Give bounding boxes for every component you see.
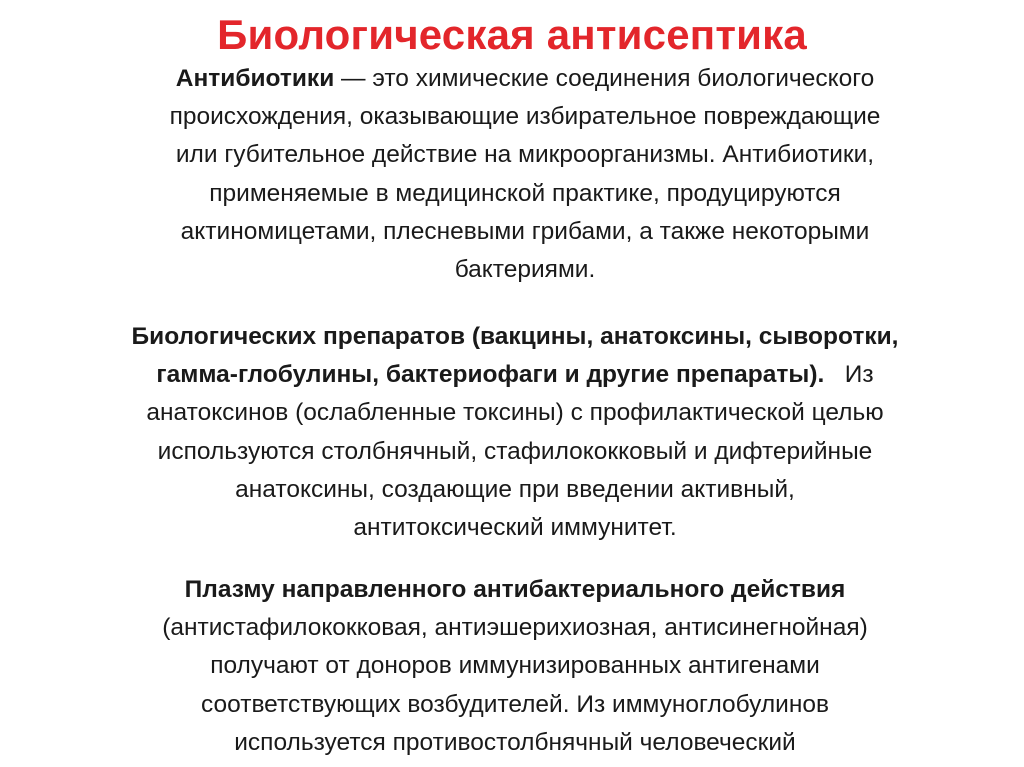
line-text: анатоксинов (ослабленные токсины) с профилактической целью xyxy=(146,399,884,427)
text-line xyxy=(20,686,1010,724)
text-line xyxy=(20,394,1010,432)
bold-term: гамма-глобулины, бактериофаги и другие препараты). xyxy=(156,361,825,389)
line-text: актиномицетами, плесневыми грибами, а также некоторыми xyxy=(180,217,870,245)
bold-term: Антибиотики xyxy=(175,65,335,92)
line-text: получают от доноров иммунизированных антигенами xyxy=(210,652,820,680)
text-line xyxy=(20,471,1010,509)
text-line xyxy=(20,356,1010,394)
line-text: антитоксический иммунитет. xyxy=(353,514,677,542)
text-line xyxy=(20,509,1010,547)
bold-term: Плазму направленного антибактериального действия xyxy=(184,576,846,603)
text-line xyxy=(40,60,1010,98)
text-line xyxy=(20,647,1010,685)
paragraph-plasma xyxy=(20,571,1010,762)
line-text: Из xyxy=(824,361,874,389)
line-text: используются столбнячный, стафилококковый и дифтерийные xyxy=(157,437,873,465)
text-line xyxy=(40,98,1010,136)
text-line xyxy=(20,318,1010,356)
bold-term: Биологических препаратов (вакцины, анатоксины, сыворотки, xyxy=(131,323,899,350)
text-line xyxy=(20,609,1010,647)
line-text: анатоксины, создающие при введении активный, xyxy=(235,475,795,503)
paragraph-biological-preparations xyxy=(20,318,1010,547)
text-line xyxy=(20,724,1010,762)
line-text: применяемые в медицинской практике, продуцируются xyxy=(209,179,841,207)
text-line xyxy=(40,213,1010,251)
text-line xyxy=(40,251,1010,289)
slide-title: Биологическая антисептика xyxy=(217,11,807,58)
line-text: происхождения, оказывающие избирательное повреждающие xyxy=(169,103,881,131)
line-text: бактериями. xyxy=(454,256,596,284)
text-line xyxy=(20,571,1010,609)
line-text: используется противостолбнячный человеческий xyxy=(234,728,796,756)
line-text: — это химические соединения биологического xyxy=(334,65,875,92)
line-text: (антистафилококковая, антиэшерихиозная, антисинегнойная) xyxy=(162,614,868,642)
text-line xyxy=(20,433,1010,471)
paragraph-antibiotics xyxy=(40,60,1010,289)
line-text: соответствующих возбудителей. Из иммуноглобулинов xyxy=(200,690,830,718)
text-line xyxy=(40,175,1010,213)
text-line xyxy=(40,136,1010,174)
line-text: или губительное действие на микроорганизмы. Антибиотики, xyxy=(175,141,875,169)
